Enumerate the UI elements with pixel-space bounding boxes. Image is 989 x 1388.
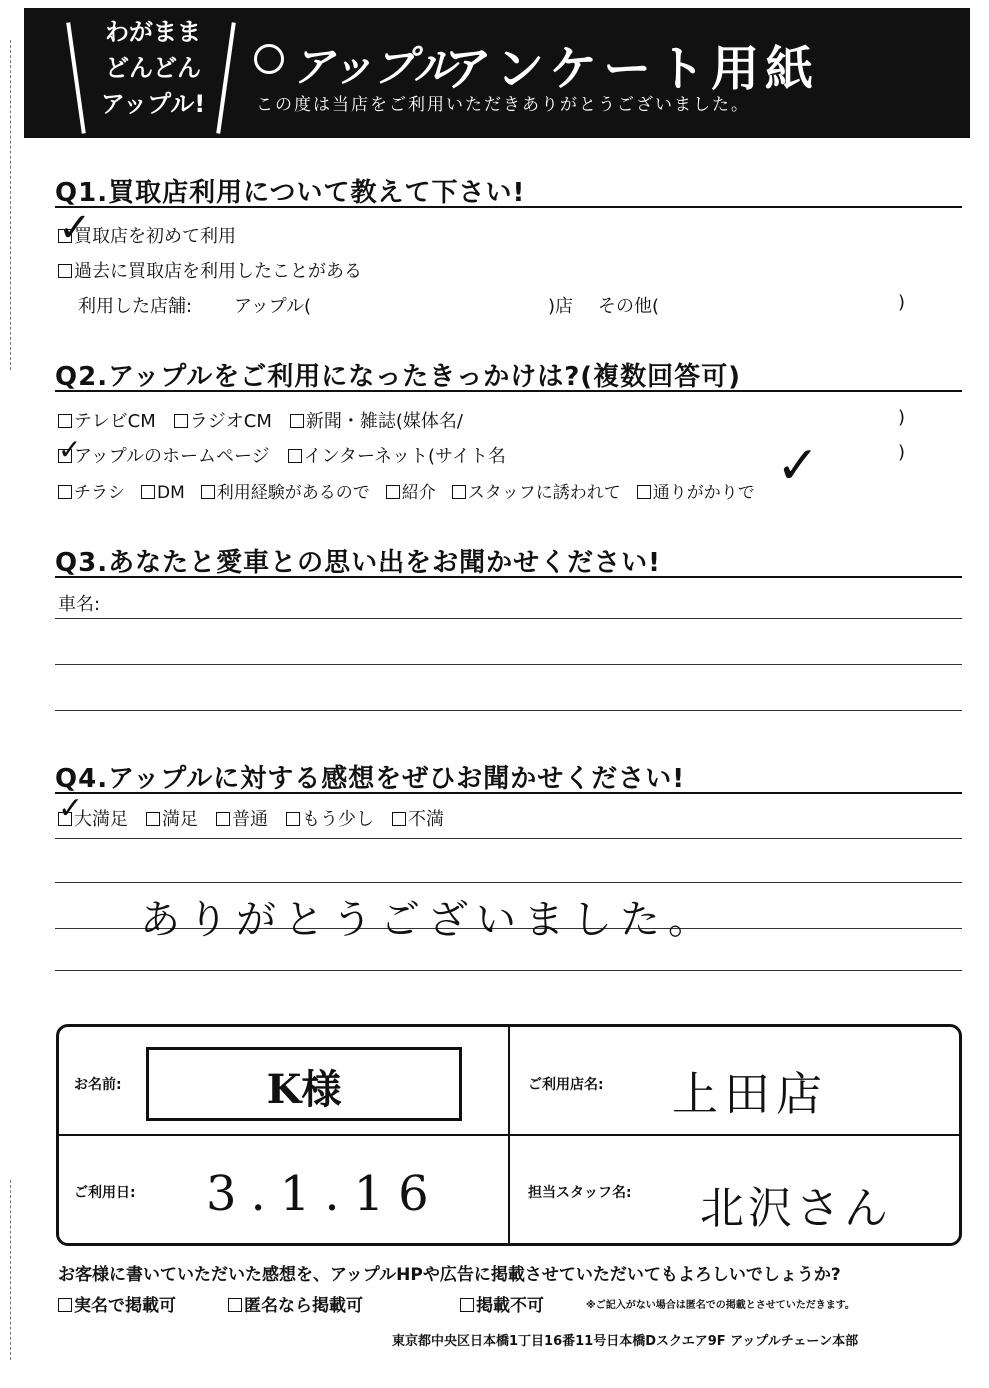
comment-line-4[interactable]	[55, 970, 962, 971]
slogan-line-1: わがまま	[105, 18, 201, 46]
option-real-name[interactable]: 実名で掲載可	[58, 1291, 228, 1316]
checkbox-icon[interactable]	[228, 1298, 242, 1312]
checkbox-icon[interactable]	[386, 485, 400, 499]
checkbox-icon[interactable]	[146, 812, 160, 826]
checkbox-icon[interactable]	[452, 485, 466, 499]
q2-row-2	[58, 442, 524, 468]
q1-store-line	[78, 292, 192, 318]
publish-consent-question: お客様に書いていただいた感想を、アップルHPや広告に掲載させていただいてもよろしいでしょうか?	[58, 1265, 841, 1285]
binder-mark-bottom	[10, 1180, 12, 1360]
store-label: ご利用店名:	[528, 1077, 604, 1093]
q1-option-first-time[interactable]: 買取店を初めて利用	[58, 222, 236, 248]
q2-option-flyer[interactable]: チラシ	[58, 478, 125, 503]
memory-line-1[interactable]	[55, 664, 962, 665]
checkbox-icon[interactable]	[141, 485, 155, 499]
q2-option-experience[interactable]: 利用経験があるので	[201, 478, 370, 503]
q4-option-unsatisfied[interactable]: 不満	[392, 805, 444, 831]
q2-option-referral[interactable]: 紹介	[386, 478, 436, 503]
company-address: 東京都中央区日本橋1丁目16番11号日本橋Dスクエア9F アップルチェーン本部	[392, 1334, 859, 1349]
publish-consent-options	[58, 1291, 544, 1316]
date-value[interactable]: 3.1.16	[206, 1166, 443, 1222]
q3-rule	[55, 576, 962, 578]
store-value[interactable]: 上田店	[672, 1067, 828, 1121]
q4-option-satisfied[interactable]: 満足	[146, 805, 198, 831]
memory-line-2[interactable]	[55, 710, 962, 711]
q1-other-field[interactable]: その他(	[598, 296, 660, 317]
checkbox-icon[interactable]	[290, 414, 304, 428]
q2-option-newspaper[interactable]: 新聞・雑誌(媒体名/	[290, 407, 463, 433]
q2-row-3	[58, 478, 755, 503]
checkmark-icon: ✓	[58, 433, 82, 466]
date-label: ご利用日:	[74, 1185, 136, 1201]
slogan	[94, 14, 212, 122]
checkbox-icon[interactable]	[58, 414, 72, 428]
checkbox-icon[interactable]	[286, 812, 300, 826]
checkbox-icon[interactable]	[392, 812, 406, 826]
staff-label: 担当スタッフ名:	[528, 1185, 632, 1201]
q2-option-passing-by[interactable]: 通りがかりで	[637, 478, 755, 503]
slogan-slash-right	[216, 22, 236, 133]
form-subtitle: この度は当店をご利用いただきありがとうございました。	[256, 95, 750, 115]
q1-apple-store-field[interactable]: アップル(	[234, 296, 312, 317]
q4-title: Q4.アップルに対する感想をぜひお聞かせください!	[55, 764, 686, 794]
q1-other-close: )	[898, 292, 906, 313]
apple-logo-icon	[254, 44, 284, 74]
form-header	[24, 8, 970, 138]
q2-row-1-close: )	[898, 407, 906, 428]
q2-option-radio-cm[interactable]: ラジオCM	[174, 407, 272, 433]
q3-title: Q3.あなたと愛車との思い出をお聞かせください!	[55, 548, 661, 578]
checkmark-icon: ✓	[58, 205, 92, 251]
publish-note: ※ご記入がない場合は匿名での掲載とさせていただきます。	[586, 1300, 855, 1311]
slogan-line-3: アップル!	[100, 90, 206, 118]
checkbox-icon[interactable]	[216, 812, 230, 826]
name-value: K様	[266, 1066, 342, 1113]
checkbox-icon[interactable]	[637, 485, 651, 499]
store-used-label: 利用した店舗:	[78, 296, 193, 317]
car-name-line[interactable]	[55, 618, 962, 619]
checkbox-icon[interactable]	[58, 264, 72, 278]
q2-option-staff[interactable]: スタッフに誘われて	[452, 478, 621, 503]
q2-row-2-close: )	[898, 442, 906, 463]
q2-title: Q2.アップルをご利用になったきっかけは?(複数回答可)	[55, 362, 742, 392]
q1-store-suffix: )店	[548, 296, 574, 317]
q1-rule	[55, 206, 962, 208]
q2-option-internet[interactable]: インターネット(サイト名	[288, 442, 506, 468]
checkmark-icon: ✓	[58, 791, 84, 826]
form-title: アンケート用紙	[444, 41, 820, 97]
checkbox-icon[interactable]	[460, 1298, 474, 1312]
q4-rule	[55, 792, 962, 794]
checkbox-icon[interactable]	[174, 414, 188, 428]
checkbox-icon[interactable]	[201, 485, 215, 499]
q1-title: Q1.買取店利用について教えて下さい!	[55, 178, 526, 208]
q2-option-dm[interactable]: DM	[141, 483, 185, 503]
q1-option-used-before[interactable]: 過去に買取店を利用したことがある	[58, 257, 362, 283]
name-label: お名前:	[74, 1077, 122, 1093]
staff-value[interactable]: 北沢さん	[700, 1183, 892, 1234]
checkbox-icon[interactable]	[58, 1298, 72, 1312]
logo-text: アップル	[292, 42, 456, 91]
q4-option-very-satisfied[interactable]: 大満足	[58, 805, 128, 831]
checkbox-icon[interactable]	[58, 485, 72, 499]
q2-rule	[55, 390, 962, 392]
slogan-line-2: どんどん	[105, 54, 201, 82]
slogan-slash-left	[66, 22, 86, 133]
option-anonymous[interactable]: 匿名なら掲載可	[228, 1291, 460, 1316]
q2-option-tv-cm[interactable]: テレビCM	[58, 407, 156, 433]
q4-option-somewhat[interactable]: もう少し	[286, 805, 374, 831]
option-no-publish[interactable]: 掲載不可	[460, 1291, 544, 1316]
checkbox-icon[interactable]	[288, 449, 302, 463]
comment-line-1[interactable]	[55, 838, 962, 839]
checkmark-icon: ✓	[776, 436, 820, 496]
comment-line-2[interactable]	[55, 882, 962, 883]
q4-option-normal[interactable]: 普通	[216, 805, 268, 831]
info-divider-horizontal	[56, 1134, 962, 1136]
q4-options	[58, 805, 462, 831]
car-name-label: 車名:	[58, 594, 101, 615]
binder-mark-top	[10, 40, 12, 370]
q2-row-1	[58, 407, 481, 433]
q2-option-homepage[interactable]: アップルのホームページ	[58, 442, 270, 468]
handwritten-comment: ありがとうございました。	[140, 897, 716, 943]
